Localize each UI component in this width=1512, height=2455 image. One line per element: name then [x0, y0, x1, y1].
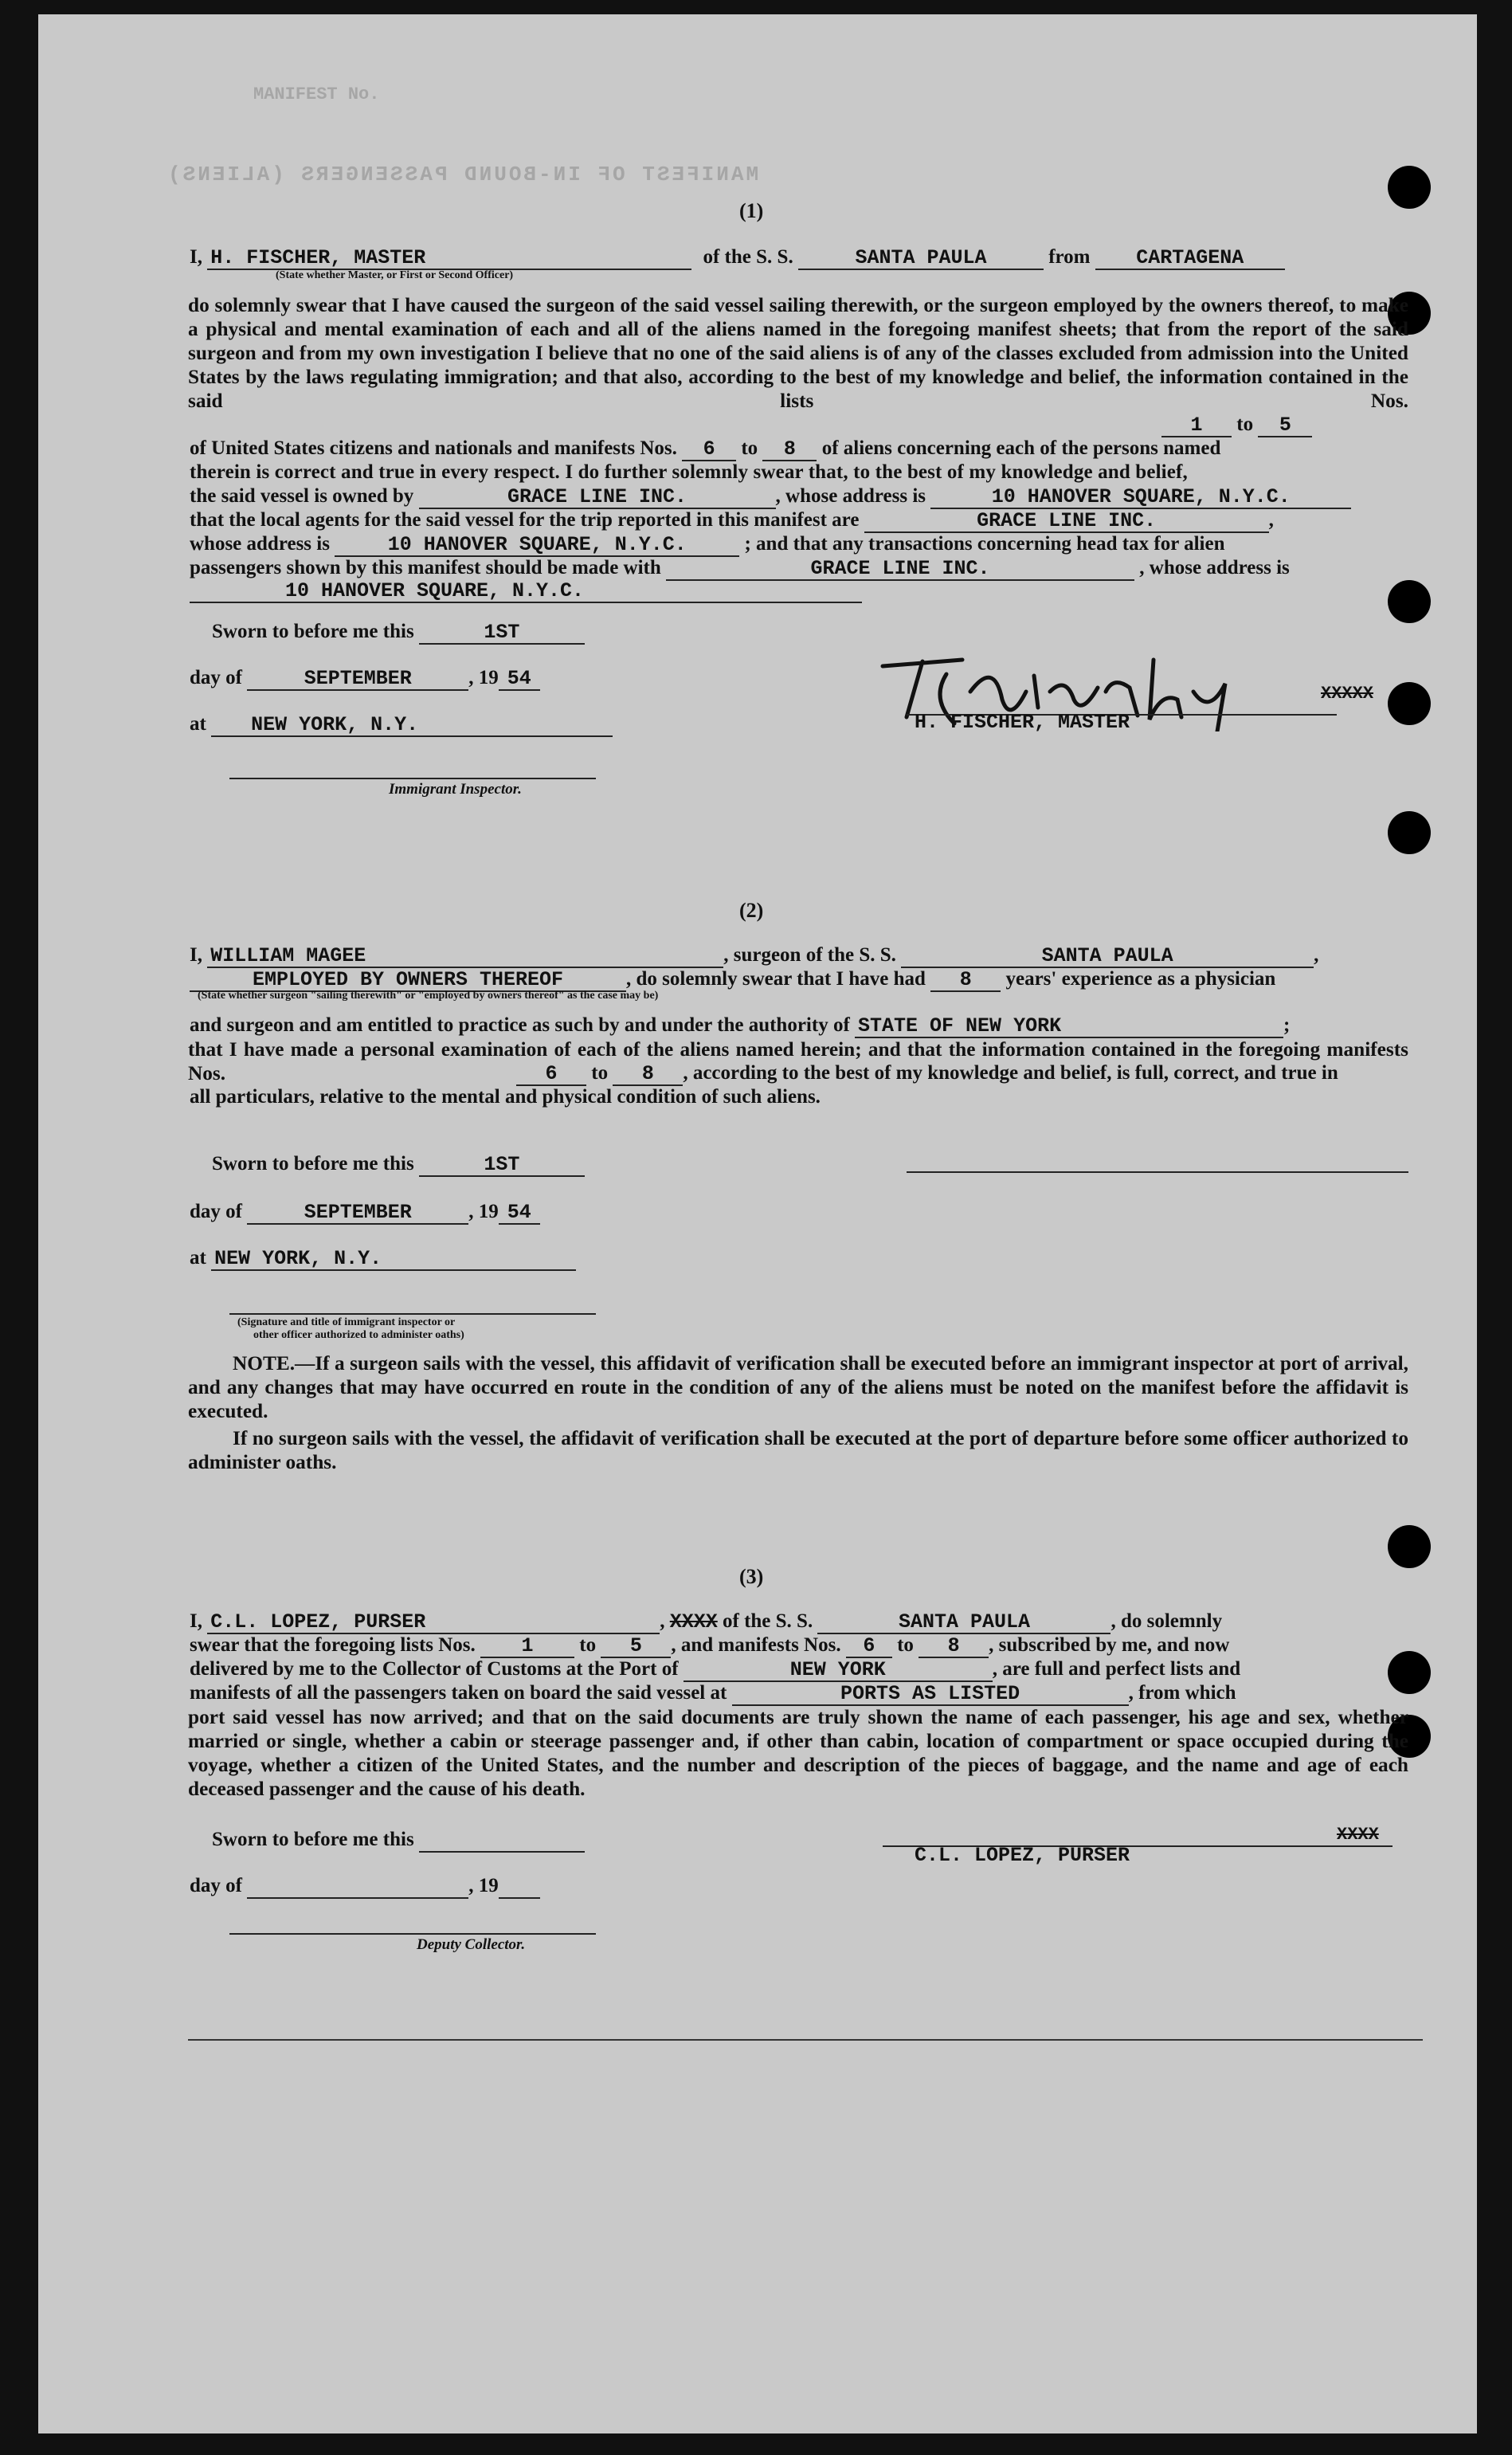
s3-line-1: I, C.L. LOPEZ, PURSER , XXXX of the S. S. SANTA PAULA , do solemnly [190, 1610, 1223, 1633]
s1-from-label: from [1048, 246, 1091, 268]
s1-day-of: day of [190, 667, 242, 688]
s2-line-1: I, WILLIAM MAGEE , surgeon of the S. S. SANTA PAULA , [190, 944, 1319, 967]
s1-line-owned: the said vessel is owned by GRACE LINE INC. , whose address is 10 HANOVER SQUARE, N.Y.C. [190, 484, 1351, 509]
s2-surgeon-signature-line [907, 1171, 1408, 1173]
master-name-field: H. FISCHER, MASTER [207, 248, 691, 270]
punch-hole [1388, 1525, 1431, 1568]
s2-year-prefix: , 19 [468, 1201, 499, 1222]
master-caption: (State whether Master, or First or Second Officer) [276, 269, 514, 281]
s3-lists-from: 1 [480, 1636, 574, 1658]
inspector-caption: Immigrant Inspector. [389, 781, 522, 798]
s3-from-which: , from which [1128, 1682, 1236, 1704]
s1-owned-by: the said vessel is owned by [190, 485, 414, 507]
s2-at: at [190, 1247, 206, 1269]
s2-years-label: years' experience as a physician [1005, 968, 1276, 990]
s2-sworn-day: 1ST [419, 1155, 585, 1177]
s2-para: that I have made a personal examination of each of the aliens named herein; and that the information contained in the foregoing manifests Nos. [188, 1038, 1408, 1084]
s3-i-label: I, [190, 1610, 202, 1632]
s1-line-tax-address [190, 578, 862, 603]
s3-sworn-day [419, 1830, 585, 1853]
s1-manifests-to: 8 [762, 439, 817, 461]
tax-agent-field: GRACE LINE INC. [666, 559, 1134, 581]
s1-month: SEPTEMBER [247, 669, 468, 691]
s3-manifests-to: 8 [919, 1636, 989, 1658]
s2-vessel-field: SANTA PAULA [901, 946, 1314, 968]
employment-field: EMPLOYED BY OWNERS THEREOF [190, 970, 626, 992]
s2-year: 54 [499, 1202, 540, 1225]
s3-to-label-2: to [897, 1634, 914, 1656]
ghost-title: MANIFEST OF IN-BOUND PASSENGERS (ALIENS) [166, 163, 759, 186]
s1-date-line [190, 666, 540, 691]
s1-line-agents: that the local agents for the said vessel for the trip reported in this manifest are GRACE LINE INC. , [190, 509, 1274, 532]
section-2-number: (2) [739, 899, 764, 922]
s1-transactions: ; and that any transactions concerning head tax for alien [744, 533, 1225, 555]
s1-whose-address-3: , whose address is [1139, 557, 1290, 578]
master-typed-name: H. FISCHER, MASTER [915, 711, 1130, 734]
s3-line-4 [190, 1681, 1236, 1706]
s3-swear-lists: swear that the foregoing lists Nos. [190, 1634, 476, 1656]
surgeon-note [188, 1351, 1408, 1423]
manifest-page [38, 14, 1477, 2433]
master-struck-title: XXXXX [1321, 684, 1374, 704]
note-text: —If a surgeon sails with the vessel, this affidavit of verification shall be executed before an immigrant inspector at port of arrival, and any changes that may have occurred en route in the condition of any of the aliens must be noted on the manifest before the affidavit is executed. [188, 1352, 1408, 1422]
s1-whose-address: whose address is [785, 485, 926, 507]
s3-lists-to: 5 [601, 1636, 671, 1658]
s2-i-label: I, [190, 944, 202, 966]
s2-at-line [190, 1246, 576, 1271]
s1-to-label: to [1236, 414, 1254, 435]
s3-year [499, 1877, 540, 1899]
surgeon-name-field: WILLIAM MAGEE [207, 946, 723, 968]
s3-sworn-label: Sworn to before me this [212, 1829, 414, 1850]
s2-sig-caption-2: other officer authorized to administer oaths) [253, 1329, 464, 1341]
s1-manifests-from: 6 [682, 439, 736, 461]
s2-manifest-line [516, 1061, 1338, 1086]
s3-para: port said vessel has now arrived; and that on the said documents are truly shown the name of each passenger, his age and sex, whether married or single, whether a cabin or steerage passenger and, if other than cabin, location of compartment or space occupied during the voyage, whether a citizen of the United States, and the number and description of the pieces of baggage, and the name and age of each deceased passenger and the cause of his death. [188, 1706, 1408, 1800]
s1-of-ss: of the S. S. [703, 246, 793, 268]
s2-last-line: all particulars, relative to the mental and physical condition of such aliens. [190, 1086, 821, 1108]
punch-hole [1388, 811, 1431, 854]
s1-to-label-2: to [741, 437, 758, 459]
s2-sworn-line [212, 1152, 585, 1177]
s3-port-field: NEW YORK [684, 1660, 993, 1682]
s1-i-label: I, [190, 246, 202, 268]
s1-para-1: do solemnly swear that I have caused the surgeon of the said vessel sailing therewith, or the surgeon employed by the owners thereof, to make a physical and mental examination of each and all of the aliens named in the foregoing manifest sheets; that from the report of the said surgeon and from my own investigation I believe that no one of the said aliens is of any of the classes excluded from admission into the United States by the laws regulating immigration; and that also, according to the best of my knowledge and belief, the information contained in the said lists Nos. [188, 294, 1408, 412]
purser-typed-name: C.L. LOPEZ, PURSER [915, 1844, 1130, 1867]
s1-line-us [190, 437, 1220, 461]
collector-signature-line [229, 1933, 596, 1935]
agent-address-field: 10 HANOVER SQUARE, N.Y.C. [335, 535, 739, 557]
s3-month [247, 1877, 468, 1899]
s1-local-agents: that the local agents for the said vessel for the trip reported in this manifest are [190, 509, 860, 531]
ghost-manifest-no: MANIFEST No. [253, 84, 380, 104]
s3-line-2 [190, 1633, 1229, 1658]
years-field: 8 [930, 970, 1001, 992]
agent-field: GRACE LINE INC. [864, 511, 1269, 533]
s1-of-us: of United States citizens and nationals and manifests Nos. [190, 437, 677, 459]
s3-line-3 [190, 1657, 1240, 1682]
s2-sworn-label: Sworn to before me this [212, 1153, 414, 1175]
s3-date-line [190, 1874, 540, 1899]
s2-manifests-from: 6 [516, 1064, 586, 1086]
s3-struck: XXXX [669, 1610, 718, 1633]
s3-delivered: delivered by me to the Collector of Customs at the Port of [190, 1658, 679, 1680]
bottom-rule [188, 2039, 1423, 2041]
s1-line-1 [190, 245, 1285, 270]
s3-manifests-all: manifests of all the passengers taken on board the said vessel at [190, 1682, 727, 1704]
s1-line-correct: therein is correct and true in every respect. I do further solemnly swear that, to the best of my knowledge and belief, [190, 461, 1188, 483]
s2-month: SEPTEMBER [247, 1202, 468, 1225]
section-1-number: (1) [739, 199, 764, 222]
s1-line-agent-address [190, 532, 1225, 557]
s1-lists-to: 5 [1258, 415, 1312, 437]
s1-line-tax [190, 556, 1290, 581]
s3-manifests-from: 6 [846, 1636, 892, 1658]
s3-to-label: to [579, 1634, 597, 1656]
s3-solemnly: , do solemnly [1110, 1610, 1223, 1632]
s1-of-aliens: of aliens concerning each of the persons named [821, 437, 1221, 459]
section-3-number: (3) [739, 1565, 764, 1588]
s3-subscribed: , subscribed by me, and now [989, 1634, 1230, 1656]
s3-year-prefix: , 19 [468, 1875, 499, 1896]
s3-of-ss: of the S. S. [723, 1610, 813, 1632]
punch-hole [1388, 166, 1431, 209]
surgeon-note-2: If no surgeon sails with the vessel, the affidavit of verification shall be executed at the port of departure before some officer authorized to administer oaths. [188, 1427, 1408, 1473]
authority-field: STATE OF NEW YORK [855, 1016, 1283, 1038]
punch-hole [1388, 1651, 1431, 1694]
s2-line-authority: and surgeon and am entitled to practice as such by and under the authority of STATE OF NEW YORK ; [190, 1014, 1291, 1037]
inspector-signature-line [229, 778, 596, 779]
tax-address-field: 10 HANOVER SQUARE, N.Y.C. [190, 581, 862, 603]
s3-sworn-line [212, 1828, 585, 1853]
s2-inspector-line [229, 1313, 596, 1315]
s1-place: NEW YORK, N.Y. [211, 715, 613, 737]
collector-caption: Deputy Collector. [417, 1936, 526, 1953]
s2-to-label: to [591, 1062, 609, 1084]
s2-surgeon-of: , surgeon of the S. S. [723, 944, 896, 966]
s1-lists-from: 1 [1161, 415, 1232, 437]
vessel-name-field: SANTA PAULA [798, 248, 1044, 270]
punch-hole [1388, 580, 1431, 623]
s2-authority: and surgeon and am entitled to practice as such by and under the authority of [190, 1014, 850, 1036]
s1-passengers-shown: passengers shown by this manifest should be made with [190, 557, 661, 578]
s1-year: 54 [499, 669, 540, 691]
employment-caption: (State whether surgeon "sailing therewith" or "employed by owners thereof" as the case may be) [198, 990, 659, 1002]
s1-sworn-line [212, 620, 585, 645]
s3-vessel-field: SANTA PAULA [817, 1612, 1110, 1634]
s1-lists-line [1161, 413, 1312, 437]
punch-hole [1388, 682, 1431, 725]
s3-ports-field: PORTS AS LISTED [732, 1684, 1129, 1706]
s2-date-line [190, 1200, 540, 1225]
owner-field: GRACE LINE INC. [419, 487, 776, 509]
s2-line-2 [190, 967, 1275, 992]
s3-full-lists: , are full and perfect lists and [992, 1658, 1241, 1680]
port-from-field: CARTAGENA [1095, 248, 1285, 270]
s1-sworn-label: Sworn to before me this [212, 621, 414, 642]
s2-sig-caption-1: (Signature and title of immigrant inspector or [237, 1316, 456, 1328]
s2-manifests-to: 8 [613, 1064, 683, 1086]
s3-and-manifests: , and manifests Nos. [671, 1634, 841, 1656]
purser-name-field: C.L. LOPEZ, PURSER [207, 1612, 660, 1634]
s2-para-end: , according to the best of my knowledge and belief, is full, correct, and true in [683, 1062, 1338, 1084]
note-label: NOTE. [233, 1352, 296, 1375]
s3-day-of: day of [190, 1875, 242, 1896]
s1-sworn-day: 1ST [419, 622, 585, 645]
s2-place: NEW YORK, N.Y. [211, 1249, 576, 1271]
s1-at-line [190, 712, 613, 737]
s2-day-of: day of [190, 1201, 242, 1222]
s1-at: at [190, 713, 206, 735]
purser-struck-title: XXXX [1337, 1825, 1379, 1845]
s2-swear: , do solemnly swear that I have had [626, 968, 926, 990]
owner-address-field: 10 HANOVER SQUARE, N.Y.C. [930, 487, 1351, 509]
s1-year-prefix: , 19 [468, 667, 499, 688]
s1-whose-address-2: whose address is [190, 533, 330, 555]
